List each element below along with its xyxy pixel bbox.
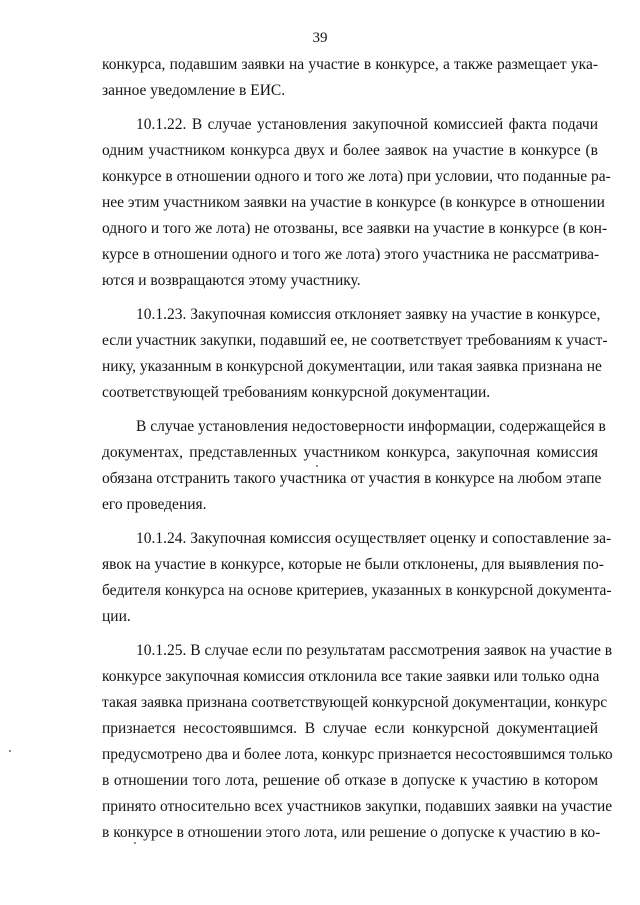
scan-speck (9, 750, 11, 752)
page-number: 39 (312, 30, 328, 46)
paragraph-10-1-23 (102, 302, 608, 406)
text-line: 10.1.23. Закупочная комиссия отклоняет заявку на участие в конкурсе, (136, 306, 601, 323)
scan-speck (134, 842, 136, 844)
text-line: его проведения. (102, 496, 207, 513)
text-line: в конкурсе в отношении этого лота, или решение о допуске к участию в ко- (102, 824, 601, 841)
text-line: принято относительно всех участников закупки, подавших заявки на участие (102, 798, 613, 815)
paragraph-10-1-25 (102, 638, 613, 846)
text-line: одним участником конкурса двух и более заявок на участие в конкурсе (в (102, 142, 598, 159)
text-line: соответствующей требованиям конкурсной документации. (102, 384, 491, 401)
text-line: конкурсе в отношении одного и того же лота) при условии, что поданные ра- (102, 168, 611, 185)
text-line: В случае установления недостоверности информации, содержащейся в (136, 418, 606, 435)
text-line: курсе в отношении одного и того же лота) этого участника не рассматрива- (102, 246, 600, 263)
body-text (102, 52, 613, 846)
text-line: конкурсе закупочная комиссия отклонила все такие заявки или только одна (102, 668, 600, 685)
paragraph-continuation (102, 52, 598, 104)
text-line: 10.1.25. В случае если по результатам рассмотрения заявок на участие в (136, 642, 613, 659)
text-line: 10.1.24. Закупочная комиссия осуществляет оценку и сопоставление за- (136, 530, 612, 547)
text-line: нику, указанным в конкурсной документации, или такая заявка признана не (102, 358, 602, 375)
text-line: ются и возвращаются этому участнику. (102, 272, 361, 289)
paragraph-10-1-22 (102, 112, 611, 294)
text-line: занное уведомление в ЕИС. (102, 82, 286, 99)
text-line: 10.1.22. В случае установления закупочной комиссией факта подачи (136, 116, 598, 133)
text-line: в отношении того лота, решение об отказе в допуске к участию в котором (102, 772, 598, 789)
paragraph-10-1-24 (102, 526, 612, 630)
text-line: явок на участие в конкурсе, которые не были отклонены, для выявления по- (102, 556, 604, 573)
text-line: документах, представленных участником конкурса, закупочная комиссия (102, 444, 598, 461)
text-line: конкурса, подавшим заявки на участие в конкурсе, а также размещает ука- (102, 56, 598, 73)
text-line: бедителя конкурса на основе критериев, указанных в конкурсной документа- (102, 582, 612, 599)
text-line: признается несостоявшимся. В случае если конкурсной документацией (102, 720, 598, 737)
scan-speck (316, 465, 318, 467)
text-line: обязана отстранить такого участника от участия в конкурсе на любом этапе (102, 470, 602, 487)
text-line: ции. (102, 608, 131, 625)
text-line: нее этим участником заявки на участие в конкурсе (в конкурсе в отношении (102, 194, 605, 211)
text-line: такая заявка признана соответствующей конкурсной документации, конкурс (102, 694, 608, 711)
text-line: если участник закупки, подавший ее, не соответствует требованиям к участ- (102, 332, 608, 349)
paragraph-unreliable-info (102, 414, 606, 518)
text-line: одного и того же лота) не отозваны, все заявки на участие в конкурсе (в кон- (102, 220, 608, 237)
text-line: предусмотрено два и более лота, конкурс признается несостоявшимся только (102, 746, 613, 763)
